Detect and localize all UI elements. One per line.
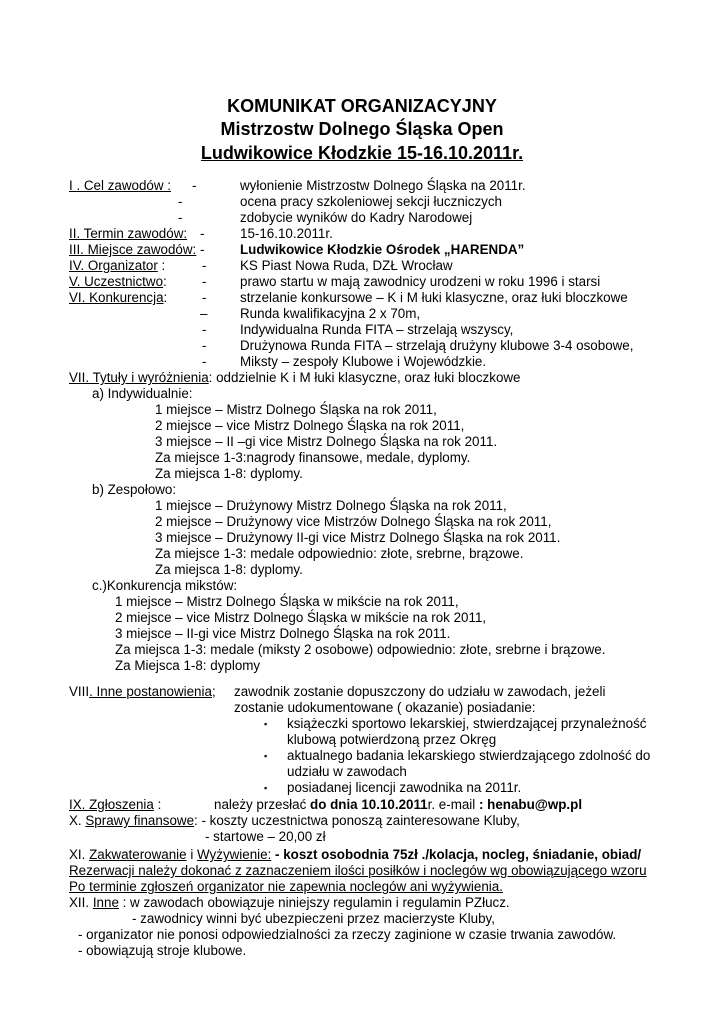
inne-rest: : w zawodach obowiązuje niniejszy regulamin i regulamin PZłucz. (118, 895, 510, 910)
section-sprawy (69, 813, 520, 829)
inne-post-colon: ; (211, 684, 216, 699)
document-subtitle: Mistrzostw Dolnego Śląska Open (220, 119, 504, 139)
section-miejsce-label: III. Miejsce zawodów: (69, 242, 197, 257)
cel-item: wyłonienie Mistrzostw Dolnego Śląska na 2011r. (240, 178, 526, 193)
inne-post-bullet: posiadanej licencji zawodnika na 2011r. (287, 780, 522, 795)
zakw-line3: Po terminie zgłoszeń organizator nie zapewnia noclegów ani wyżywienia. (69, 879, 503, 894)
konkurencja-item: Miksty – zespoły Klubowe i Wojewódzkie. (240, 354, 487, 369)
dash: - (178, 194, 183, 209)
tytuly-c-label: c.)Konkurencja mikstów: (92, 578, 238, 593)
sprawy-line2: - startowe – 20,00 zł (205, 829, 326, 844)
konkurencja-item: strzelanie konkursowe – K i M łuki klasyczne, oraz łuki bloczkowe (240, 290, 628, 305)
tytuly-a-item: 1 miejsce – Mistrz Dolnego Śląska na rok 2011, (155, 402, 437, 417)
dash: - (200, 242, 205, 257)
tytuly-c-item: Za Miejsca 1-8: dyplomy (115, 658, 261, 673)
miejsce-value: Ludwikowice Kłodzkie Ośrodek „HARENDA” (240, 242, 525, 257)
inne-post-bullet-cont: udziału w zawodach (287, 764, 407, 779)
zgloszenia-colon: : (153, 797, 162, 812)
zgloszenia-label: IX. Zgłoszenia (69, 797, 154, 812)
sprawy-rest: : - koszty uczestnictwa ponoszą zainteresowane Kluby, (194, 813, 520, 828)
inne-line: - obowiązują stroje klubowe. (78, 943, 247, 958)
organizator-colon: : (157, 258, 166, 273)
uczestnictwo-label: V. Uczestnictwo (69, 274, 164, 289)
tytuly-b-item: 3 miejsce – Drużynowy II-gi vice Mistrz Dolnego Śląska na rok 2011. (155, 530, 561, 545)
tytuly-a-item: 2 miejsce – vice Mistrz Dolnego Śląska na rok 2011, (155, 418, 465, 433)
zakw-mid: i (186, 847, 198, 862)
tytuly-rest: : oddzielnie K i M łuki klasyczne, oraz łuki bloczkowe (208, 370, 521, 385)
document-title: KOMUNIKAT ORGANIZACYJNY (227, 96, 497, 116)
cel-item: zdobycie wyników do Kadry Narodowej (240, 210, 473, 225)
sprawy-prefix: X. (69, 813, 86, 828)
zgloszenia-text1: należy przesłać (214, 797, 311, 812)
inne-post-bullet: książeczki sportowo lekarskiej, stwierdzającej przynależność (287, 716, 647, 731)
endash: – (200, 306, 208, 321)
tytuly-b-item: 2 miejsce – Drużynowy vice Mistrzów Dolnego Śląska na rok 2011, (155, 514, 552, 529)
uczestnictwo-value: prawo startu w mają zawodnicy urodzeni w roku 1996 i starsi (240, 274, 601, 289)
dash: - (202, 354, 207, 369)
inne-post-label: . Inne postanowienia (89, 684, 212, 699)
tytuly-c-item: 1 miejsce – Mistrz Dolnego Śląska w mikście na rok 2011, (115, 594, 459, 609)
inne-line: - zawodnicy winni być ubezpieczeni przez macierzyste Kluby, (132, 911, 495, 926)
cel-item: ocena pracy szkoleniowej sekcji łuczniczych (240, 194, 502, 209)
section-inne-postanowienia (69, 684, 216, 700)
inne-post-bullet: aktualnego badania lekarskiego stwierdzającego zdolność do (287, 748, 651, 763)
sprawy-label: Sprawy finansowe (85, 813, 195, 828)
dash: - (202, 338, 207, 353)
tytuly-label: VII. Tytuły i wyróżnienia (69, 370, 209, 385)
tytuly-b-label: b) Zespołowo: (92, 482, 177, 497)
zakw-prefix: XI. (69, 847, 90, 862)
organizator-value: KS Piast Nowa Ruda, DZŁ Wrocław (240, 258, 453, 273)
document-date-place: Ludwikowice Kłodzkie 15-16.10.2011r. (200, 143, 524, 163)
dash: - (202, 322, 207, 337)
konkurencja-colon: : (163, 290, 168, 305)
konkurencja-item: Drużynowa Runda FITA – strzelają drużyny klubowe 3-4 osobowe, (240, 338, 634, 353)
tytuly-b-item: Za miejsce 1-3: medale odpowiednio: złote, srebrne, brązowe. (155, 546, 524, 561)
bullet-icon: ▪ (264, 751, 268, 761)
zakw-line2: Rezerwacji należy dokonać z zaznaczeniem ilości posiłków i noclegów wg obowiązującego wzoru (69, 863, 647, 878)
dash: - (202, 258, 207, 273)
bullet-icon: ▪ (264, 719, 268, 729)
konkurencja-item: Runda kwalifikacyjna 2 x 70m, (240, 306, 421, 321)
tytuly-a-label: a) Indywidualnie: (92, 386, 193, 401)
dash: - (192, 178, 197, 193)
section-zgloszenia (69, 797, 161, 813)
inne-post-prefix: VIII (69, 684, 90, 699)
tytuly-a-item: Za miejsce 1-3:nagrody finansowe, medale, dyplomy. (155, 450, 471, 465)
zgloszenia-deadline: do dnia 10.10.2011 (310, 797, 428, 812)
section-tytuly (69, 370, 521, 386)
konkurencja-label: VI. Konkurencja (69, 290, 164, 305)
section-termin-label: II. Termin zawodów: (69, 226, 188, 241)
zakw-label2: Wyżywienie: (197, 847, 272, 862)
dash: - (202, 290, 207, 305)
tytuly-a-item: Za miejsca 1-8: dyplomy. (155, 466, 303, 481)
zgloszenia-text2: r. e-mail (427, 797, 479, 812)
zakw-label1: Zakwaterowanie (89, 847, 187, 862)
dash: - (202, 274, 207, 289)
bullet-icon: ▪ (264, 783, 268, 793)
inne-label: Inne (92, 895, 119, 910)
zakw-cost: - koszt osobodnia 75zł ./kolacja, nocleg, śniadanie, obiad/ (271, 847, 642, 862)
section-uczestnictwo (69, 274, 167, 290)
organizator-label: IV. Organizator (69, 258, 158, 273)
tytuly-b-item: Za miejsca 1-8: dyplomy. (155, 562, 303, 577)
section-zakwaterowanie (69, 847, 641, 863)
tytuly-b-item: 1 miejsce – Drużynowy Mistrz Dolnego Śląska na rok 2011, (155, 498, 507, 513)
inne-post-bullet-cont: klubową potwierdzoną przez Okręg (287, 732, 497, 747)
inne-line: - organizator nie ponosi odpowiedzialności za rzeczy zaginione w czasie trwania zawodów. (78, 927, 617, 942)
termin-value: 15-16.10.2011r. (240, 226, 333, 241)
tytuly-a-item: 3 miejsce – II –gi vice Mistrz Dolnego Śląska na rok 2011. (155, 434, 498, 449)
inne-post-line: zawodnik zostanie dopuszczony do udziału w zawodach, jeżeli (234, 684, 606, 699)
inne-post-line: zostanie udokumentowane ( okazanie) posiadanie: (234, 700, 536, 715)
tytuly-c-item: 3 miejsce – II-gi vice Mistrz Dolnego Śląska na rok 2011. (115, 626, 451, 641)
section-inne (69, 895, 510, 911)
dash: - (200, 226, 205, 241)
zgloszenia-email: : henabu@wp.pl (478, 797, 583, 812)
zgloszenia-value (214, 797, 582, 813)
inne-prefix: XII. (69, 895, 93, 910)
tytuly-c-item: 2 miejsce – vice Mistrz Dolnego Śląska w mikście na rok 2011, (115, 610, 487, 625)
konkurencja-item: Indywidualna Runda FITA – strzelają wszyscy, (240, 322, 514, 337)
tytuly-c-item: Za miejsca 1-3: medale (miksty 2 osobowe) odpowiednio: złote, srebrne i brązowe. (115, 642, 606, 657)
dash: - (178, 210, 183, 225)
section-cel-label: I . Cel zawodów : (69, 178, 171, 193)
uczestnictwo-colon: : (163, 274, 167, 289)
section-konkurencja (69, 290, 167, 306)
section-organizator (69, 258, 165, 274)
